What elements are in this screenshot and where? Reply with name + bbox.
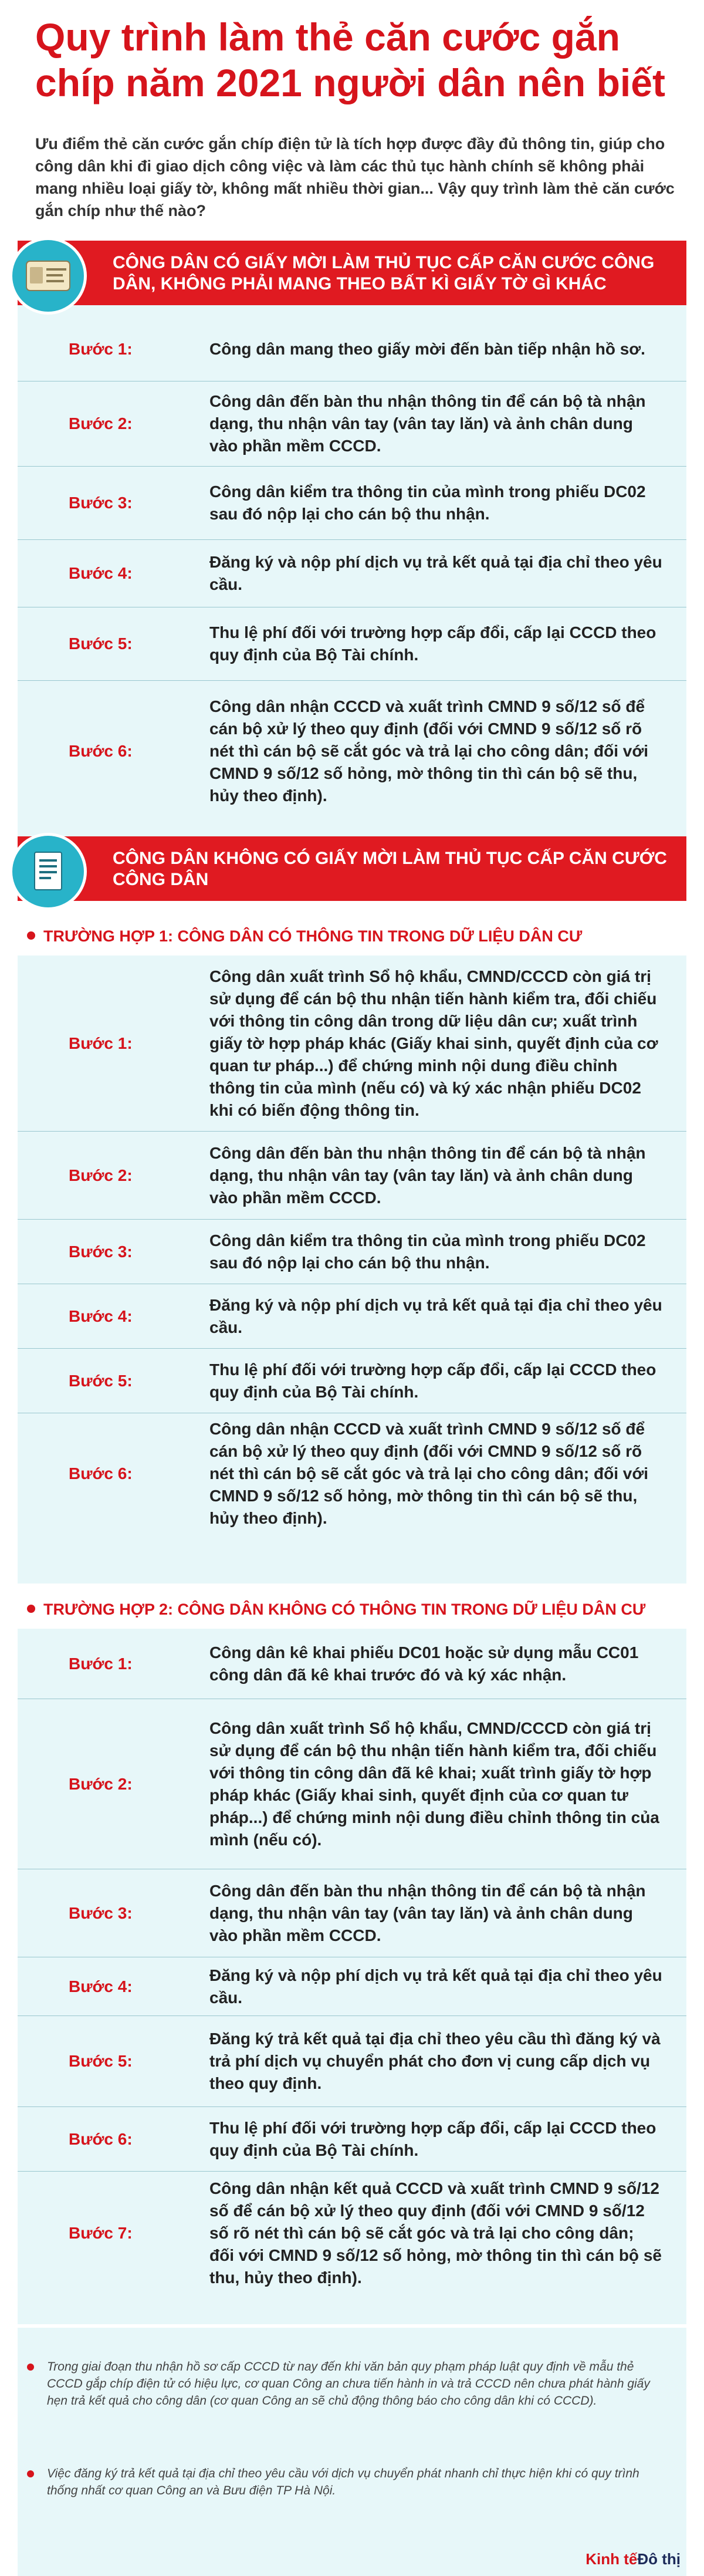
step-text: Đăng ký và nộp phí dịch vụ trả kết quả tại địa chỉ theo yêu cầu. — [209, 553, 662, 593]
case1-heading — [27, 926, 672, 946]
bullet-icon — [27, 2470, 34, 2477]
step-label: Bước 4: — [69, 564, 133, 582]
step-row — [18, 467, 686, 540]
note-item — [27, 2465, 655, 2499]
step-row — [18, 381, 686, 467]
step-row — [18, 681, 686, 822]
step-row — [18, 1132, 686, 1220]
step-row — [18, 540, 686, 607]
step-text: Công dân xuất trình Sổ hộ khẩu, CMND/CCCD còn giá trị sử dụng để cán bộ thu nhận tiến hành kiểm tra, đối chiếu với thông tin công dân đã kê khai; xuất trình giấy tờ hợp pháp khác (Giấy khai sinh, quyết định của cơ quan tư pháp...) để chứng minh nội dung điều chỉnh thông tin của mình (nếu có). — [209, 1719, 659, 1849]
step-text: Công dân nhận CCCD và xuất trình CMND 9 số/12 số để cán bộ xử lý theo quy định (đối với CMND 9 số/12 số rõ nét thì cán bộ sẽ cắt góc và trả lại cho công dân; đối với CMND 9 số/12 số hỏng, mờ thông tin thì cán bộ sẽ thu, hủy theo định). — [209, 1419, 649, 1527]
step-text: Công dân mang theo giấy mời đến bàn tiếp nhận hồ sơ. — [209, 339, 645, 358]
step-label: Bước 3: — [69, 1903, 133, 1922]
step-label: Bước 4: — [69, 1306, 133, 1325]
step-label: Bước 3: — [69, 494, 133, 512]
step-label: Bước 6: — [69, 2129, 133, 2148]
step-label: Bước 2: — [69, 414, 133, 433]
logo-part2: Đô thị — [637, 2550, 681, 2568]
document-icon — [9, 833, 87, 910]
step-text: Thu lệ phí đối với trường hợp cấp đổi, cấp lại CCCD theo quy định của Bộ Tài chính. — [209, 1360, 656, 1401]
step-text: Công dân đến bàn thu nhận thông tin để cán bộ tà nhận dạng, thu nhận vân tay (vân tay lăn) và ảnh chân dung vào phần mềm CCCD. — [209, 1881, 646, 1944]
case2-heading-text: TRƯỜNG HỢP 2: CÔNG DÂN KHÔNG CÓ THÔNG TIN TRONG DỮ LIỆU DÂN CƯ — [43, 1601, 646, 1618]
step-row — [18, 1413, 686, 1534]
step-text: Công dân đến bàn thu nhận thông tin để cán bộ tà nhận dạng, thu nhận vân tay (vân tay lăn) và ảnh chân dung vào phần mềm CCCD. — [209, 392, 646, 455]
step-row — [18, 317, 686, 381]
step-row — [18, 1699, 686, 1869]
bullet-icon — [27, 1605, 35, 1613]
step-text: Công dân kiểm tra thông tin của mình trong phiếu DC02 sau đó nộp lại cho cán bộ thu nhận. — [209, 1231, 646, 1272]
bullet-icon — [27, 2364, 34, 2371]
step-label: Bước 1: — [69, 1654, 133, 1673]
step-label: Bước 5: — [69, 634, 133, 653]
step-text: Đăng ký và nộp phí dịch vụ trả kết quả tại địa chỉ theo yêu cầu. — [209, 1966, 662, 2007]
note-item — [27, 2358, 655, 2409]
step-row — [18, 1629, 686, 1699]
step-text: Công dân nhận kết quả CCCD và xuất trình CMND 9 số/12 số để cán bộ xử lý theo quy định (đối với CMND 9 số/12 số rõ nét thì cán bộ sẽ cắt góc và trả lại cho công dân; đối với CMND 9 số/12 số hỏng, mờ thông tin thì cán bộ sẽ thu, hủy theo định). — [209, 2179, 662, 2287]
section1-banner — [18, 241, 686, 305]
step-label: Bước 5: — [69, 2052, 133, 2070]
publisher-logo — [585, 2550, 681, 2568]
step-label: Bước 6: — [69, 1464, 133, 1483]
step-label: Bước 1: — [69, 1034, 133, 1052]
id-card-icon — [9, 237, 87, 315]
step-text: Công dân xuất trình Sổ hộ khẩu, CMND/CCCD còn giá trị sử dụng để cán bộ thu nhận tiến hành kiểm tra, đối chiếu với thông tin công dân trong dữ liệu dân cư; xuất trình giấy tờ hợp pháp khác (Giấy khai sinh, quyết định của cơ quan tư pháp...) để chứng minh nội dung điều chỉnh thông tin của mình (nếu có) và ký xác nhận phiếu DC02 khi có biến động thông tin. — [209, 967, 658, 1119]
step-text: Thu lệ phí đối với trường hợp cấp đổi, cấp lại CCCD theo quy định của Bộ Tài chính. — [209, 2118, 656, 2159]
intro-paragraph: Ưu điểm thẻ căn cước gắn chíp điện tử là tích hợp được đầy đủ thông tin, giúp cho công dân khi đi giao dịch công việc và làm các thủ tục hành chính sẽ không phải mang nhiều loại giấy tờ, không mất nhiều thời gian... Vậy quy trình làm thẻ căn cước gắn chíp như thế nào? — [35, 135, 675, 220]
section1-heading: CÔNG DÂN CÓ GIẤY MỜI LÀM THỦ TỤC CẤP CĂN CƯỚC CÔNG DÂN, KHÔNG PHẢI MANG THEO BẤT KÌ GIẤY TỜ GÌ KHÁC — [113, 253, 655, 293]
case1-steps — [18, 956, 686, 1534]
step-row — [18, 1957, 686, 2016]
step-row — [18, 2107, 686, 2172]
step-label: Bước 3: — [69, 1242, 133, 1261]
step-row — [18, 2016, 686, 2107]
step-label: Bước 6: — [69, 742, 133, 760]
step-text: Công dân kiểm tra thông tin của mình trong phiếu DC02 sau đó nộp lại cho cán bộ thu nhận. — [209, 482, 646, 523]
step-text: Công dân đến bàn thu nhận thông tin để cán bộ tà nhận dạng, thu nhận vân tay (vân tay lăn) và ảnh chân dung vào phần mềm CCCD. — [209, 1143, 646, 1207]
section2-heading: CÔNG DÂN KHÔNG CÓ GIẤY MỜI LÀM THỦ TỤC CẤP CĂN CƯỚC CÔNG DÂN — [113, 849, 667, 889]
step-label: Bước 1: — [69, 339, 133, 358]
section2-banner — [18, 836, 686, 901]
step-label: Bước 2: — [69, 1774, 133, 1793]
case1-heading-text: TRƯỜNG HỢP 1: CÔNG DÂN CÓ THÔNG TIN TRONG DỮ LIỆU DÂN CƯ — [43, 927, 583, 945]
step-row — [18, 1284, 686, 1349]
bullet-icon — [27, 931, 35, 940]
step-label: Bước 2: — [69, 1166, 133, 1184]
logo-part1: Kinh tế — [585, 2550, 638, 2568]
step-text: Đăng ký và nộp phí dịch vụ trả kết quả tại địa chỉ theo yêu cầu. — [209, 1295, 662, 1336]
case2-steps — [18, 1629, 686, 2295]
step-label: Bước 7: — [69, 2224, 133, 2242]
step-row — [18, 956, 686, 1132]
page-title: Quy trình làm thẻ căn cước gắn chíp năm 2021 người dân nên biết — [35, 15, 665, 104]
step-text: Công dân nhận CCCD và xuất trình CMND 9 số/12 số để cán bộ xử lý theo quy định (đối với CMND 9 số/12 số rõ nét thì cán bộ sẽ cắt góc và trả lại cho công dân; đối với CMND 9 số/12 số hỏng, mờ thông tin thì cán bộ sẽ thu, hủy theo định). — [209, 697, 649, 805]
step-text: Thu lệ phí đối với trường hợp cấp đổi, cấp lại CCCD theo quy định của Bộ Tài chính. — [209, 623, 656, 664]
note-text: Trong giai đoạn thu nhận hồ sơ cấp CCCD từ nay đến khi văn bản quy phạm pháp luật quy định về mẫu thẻ CCCD gắp chíp điện tử có hiệu lực, cơ quan Công an chưa tiến hành in và trả CCCD nên chưa phát hành giấy hẹn trả kết quả cho công dân (cơ quan Công an sẽ chủ động thông báo cho công dân khi có CCCD). — [47, 2360, 650, 2408]
step-row — [18, 607, 686, 681]
step-row — [18, 2172, 686, 2295]
step-row — [18, 1349, 686, 1413]
note-text: Việc đăng ký trả kết quả tại địa chỉ theo yêu cầu với dịch vụ chuyển phát nhanh chỉ thực hiện khi có quy trình thống nhất cơ quan Công an và Bưu điện TP Hà Nội. — [47, 2467, 639, 2497]
step-row — [18, 1869, 686, 1957]
step-label: Bước 5: — [69, 1371, 133, 1390]
case2-heading — [27, 1599, 672, 1619]
step-label: Bước 4: — [69, 1977, 133, 1996]
step-text: Công dân kê khai phiếu DC01 hoặc sử dụng mẫu CC01 công dân đã kê khai trước đó và ký xác nhận. — [209, 1643, 639, 1684]
step-row — [18, 1220, 686, 1284]
section1-steps — [18, 317, 686, 822]
step-text: Đăng ký trả kết quả tại địa chỉ theo yêu cầu thì đăng ký và trả phí dịch vụ chuyển phát cho đơn vị cung cấp dịch vụ theo quy định. — [209, 2030, 661, 2092]
